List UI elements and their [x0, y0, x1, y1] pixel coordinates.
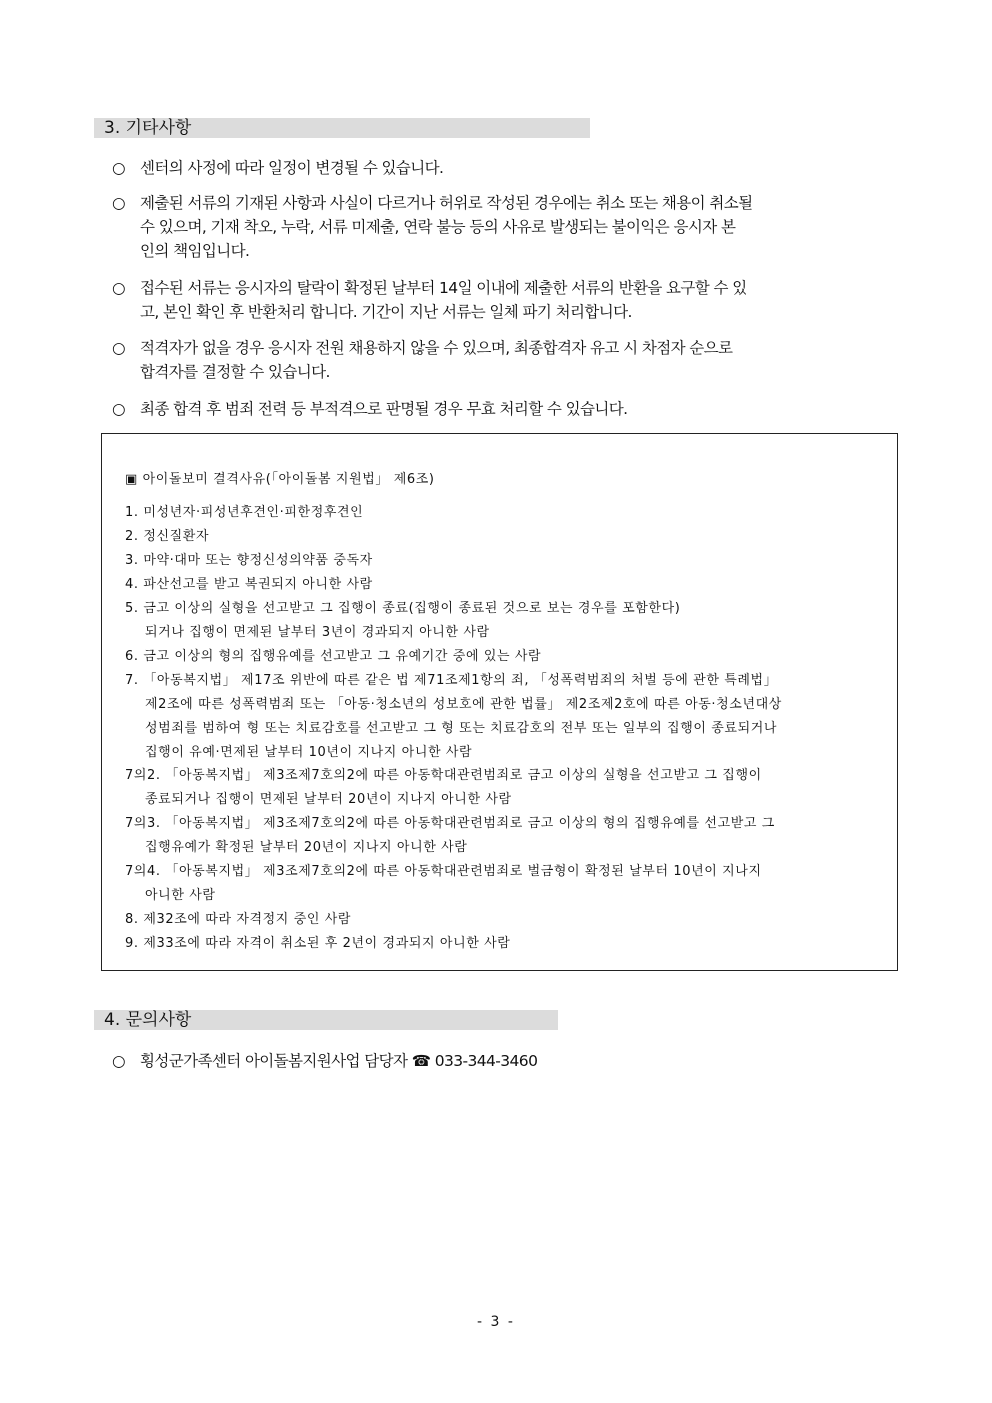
bullet-mark: ○	[112, 279, 125, 297]
bullet-mark: ○	[112, 1052, 125, 1070]
notice-line: 고, 본인 확인 후 반환처리 합니다. 기간이 지난 서류는 일체 파기 처리합니다.	[140, 303, 632, 321]
disqualification-item	[125, 812, 885, 860]
disqualification-item	[125, 908, 885, 932]
disqualification-item	[125, 932, 885, 956]
disqualification-item-line: 아니한 사람	[145, 887, 216, 903]
bullet-mark: ○	[112, 339, 125, 357]
notice-line: 인의 책임입니다.	[140, 242, 250, 260]
notice-line: 제출된 서류의 기재된 사항과 사실이 다르거나 허위로 작성된 경우에는 취소 또는 채용이 취소될	[140, 194, 753, 212]
disqualification-item	[125, 597, 885, 645]
section-4-heading: 4. 문의사항	[94, 1010, 558, 1030]
notice-bullet	[112, 276, 872, 324]
disqualification-item-line: 8. 제32조에 따라 자격정지 중인 사람	[125, 912, 352, 927]
notice-bullet	[112, 397, 872, 421]
section-3-heading: 3. 기타사항	[94, 118, 590, 138]
disqualification-item-line: 9. 제33조에 따라 자격이 취소된 후 2년이 경과되지 아니한 사람	[125, 936, 511, 951]
notice-bullet	[112, 156, 872, 180]
disqualification-item-line: 성범죄를 범하여 형 또는 치료감호를 선고받고 그 형 또는 치료감호의 전부 또는 일부의 집행이 종료되거나	[145, 720, 778, 736]
disqualification-item-line: 7의3. 「아동복지법」 제3조제7호의2에 따른 아동학대관련범죄로 금고 이상의 형의 집행유예를 선고받고 그	[125, 816, 775, 831]
disqualification-item	[125, 669, 885, 765]
disqualification-item	[125, 501, 885, 525]
disqualification-item-line: 4. 파산선고를 받고 복권되지 아니한 사람	[125, 577, 373, 592]
notice-line: 최종 합격 후 범죄 전력 등 부적격으로 판명될 경우 무효 처리할 수 있습니다.	[140, 400, 628, 418]
disqualification-item-line: 집행이 유예·면제된 날부터 10년이 지나지 아니한 사람	[145, 744, 473, 760]
disqualification-item	[125, 645, 885, 669]
disqualification-item-line: 5. 금고 이상의 실형을 선고받고 그 집행이 종료(집행이 종료된 것으로 보는 경우를 포함한다)	[125, 601, 681, 616]
bullet-mark: ○	[112, 400, 125, 418]
notice-line: 접수된 서류는 응시자의 탈락이 확정된 날부터 14일 이내에 제출한 서류의 반환을 요구할 수 있	[140, 279, 747, 297]
page-number: - 3 -	[477, 1314, 515, 1330]
disqualification-item	[125, 573, 885, 597]
disqualification-item-line: 7의4. 「아동복지법」 제3조제7호의2에 따른 아동학대관련범죄로 벌금형이 확정된 날부터 10년이 지나지	[125, 864, 762, 879]
notice-bullet	[112, 191, 872, 263]
disqualification-box-title: ▣ 아이돌보미 결격사유(「아이돌봄 지원법」 제6조)	[125, 472, 435, 487]
disqualification-item-line: 7의2. 「아동복지법」 제3조제7호의2에 따른 아동학대관련범죄로 금고 이상의 실형을 선고받고 그 집행이	[125, 768, 762, 783]
bullet-mark: ○	[112, 159, 125, 177]
disqualification-item-line: 제2조에 따른 성폭력범죄 또는 「아동·청소년의 성보호에 관한 법률」 제2조제2호에 따른 아동·청소년대상	[145, 696, 782, 712]
notice-line: 합격자를 결정할 수 있습니다.	[140, 363, 330, 381]
contact-bullet	[112, 1049, 872, 1073]
disqualification-item-line: 집행유예가 확정된 날부터 20년이 지나지 아니한 사람	[145, 839, 468, 855]
notice-line: 수 있으며, 기재 착오, 누락, 서류 미제출, 연락 불능 등의 사유로 발생되는 불이익은 응시자 본	[140, 218, 736, 236]
disqualification-item-line: 2. 정신질환자	[125, 529, 210, 544]
notice-line: 적격자가 없을 경우 응시자 전원 채용하지 않을 수 있으며, 최종합격자 유고 시 차점자 순으로	[140, 339, 733, 357]
disqualification-item-line: 되거나 집행이 면제된 날부터 3년이 경과되지 아니한 사람	[145, 624, 490, 640]
disqualification-item	[125, 525, 885, 549]
bullet-mark: ○	[112, 194, 125, 212]
contact-text: 횡성군가족센터 아이돌봄지원사업 담당자 ☎ 033-344-3460	[140, 1052, 538, 1070]
disqualification-item-line: 1. 미성년자·피성년후견인·피한정후견인	[125, 505, 364, 520]
notice-bullet	[112, 336, 872, 384]
disqualification-item-line: 종료되거나 집행이 면제된 날부터 20년이 지나지 아니한 사람	[145, 791, 512, 807]
disqualification-item	[125, 860, 885, 908]
disqualification-item	[125, 764, 885, 812]
disqualification-item-line: 7. 「아동복지법」 제17조 위반에 따른 같은 법 제71조제1항의 죄, 「성폭력범죄의 처벌 등에 관한 특례법」	[125, 673, 778, 688]
notice-line: 센터의 사정에 따라 일정이 변경될 수 있습니다.	[140, 159, 444, 177]
disqualification-item-line: 6. 금고 이상의 형의 집행유예를 선고받고 그 유예기간 중에 있는 사람	[125, 649, 542, 664]
disqualification-item	[125, 549, 885, 573]
disqualification-item-line: 3. 마약·대마 또는 향정신성의약품 중독자	[125, 553, 373, 568]
